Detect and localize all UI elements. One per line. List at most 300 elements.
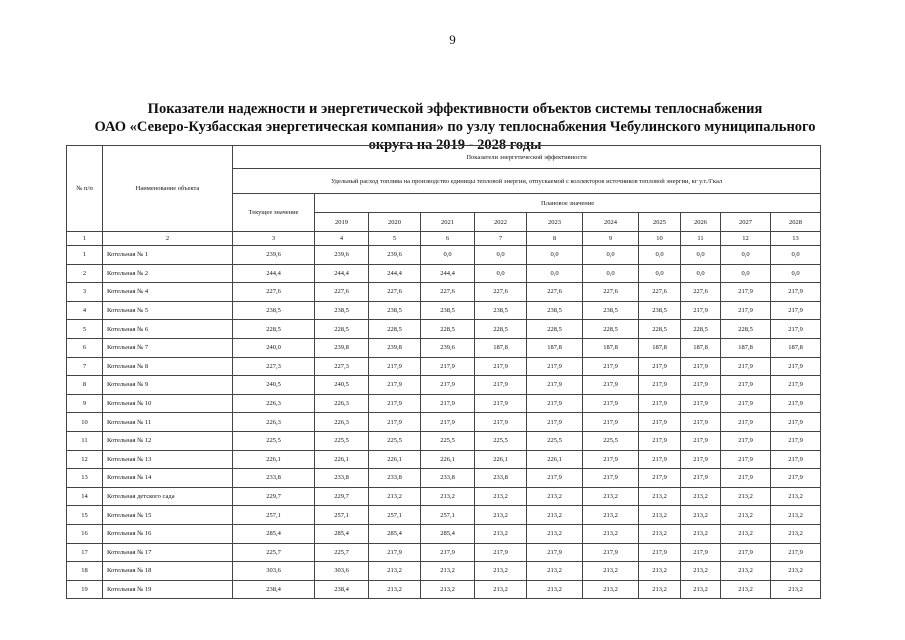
planned-value: 213,2 [639, 562, 681, 581]
planned-value: 213,2 [681, 562, 721, 581]
planned-value: 0,0 [681, 264, 721, 283]
planned-value: 213,2 [475, 487, 527, 506]
planned-value: 213,2 [639, 487, 681, 506]
planned-value: 217,9 [721, 357, 771, 376]
planned-value: 227,6 [527, 283, 583, 302]
planned-value: 285,4 [369, 524, 421, 543]
planned-value: 213,2 [639, 580, 681, 599]
planned-value: 213,2 [681, 506, 721, 525]
planned-value: 217,9 [721, 394, 771, 413]
row-number: 12 [67, 450, 103, 469]
planned-value: 217,9 [527, 394, 583, 413]
planned-value: 228,5 [639, 320, 681, 339]
col-index: 3 [233, 232, 315, 246]
table-row [67, 450, 821, 469]
row-number: 7 [67, 357, 103, 376]
planned-value: 217,9 [771, 469, 821, 488]
planned-value: 257,1 [369, 506, 421, 525]
planned-value: 213,2 [639, 506, 681, 525]
planned-value: 228,5 [527, 320, 583, 339]
planned-value: 213,2 [369, 562, 421, 581]
planned-value: 217,9 [421, 357, 475, 376]
planned-value: 217,9 [771, 301, 821, 320]
planned-value: 217,9 [681, 413, 721, 432]
planned-value: 0,0 [583, 264, 639, 283]
current-value: 285,4 [233, 524, 315, 543]
planned-value: 217,9 [681, 431, 721, 450]
planned-value: 227,3 [315, 357, 369, 376]
planned-value: 0,0 [527, 264, 583, 283]
planned-value: 217,9 [527, 357, 583, 376]
planned-value: 217,9 [527, 543, 583, 562]
planned-value: 213,2 [475, 580, 527, 599]
planned-value: 227,6 [681, 283, 721, 302]
planned-value: 213,2 [583, 524, 639, 543]
planned-value: 213,2 [527, 562, 583, 581]
planned-value: 227,6 [421, 283, 475, 302]
planned-value: 217,9 [639, 413, 681, 432]
planned-value: 227,6 [315, 283, 369, 302]
planned-value: 244,4 [369, 264, 421, 283]
planned-value: 226,1 [527, 450, 583, 469]
year-header: 2022 [475, 213, 527, 232]
row-number: 19 [67, 580, 103, 599]
planned-value: 217,9 [771, 357, 821, 376]
planned-value: 187,8 [721, 338, 771, 357]
planned-value: 213,2 [583, 562, 639, 581]
row-number: 4 [67, 301, 103, 320]
table-row [67, 562, 821, 581]
object-name: Котельная № 14 [103, 469, 233, 488]
planned-value: 213,2 [583, 580, 639, 599]
current-value: 303,6 [233, 562, 315, 581]
object-name: Котельная № 13 [103, 450, 233, 469]
object-name: Котельная № 15 [103, 506, 233, 525]
planned-value: 217,9 [639, 543, 681, 562]
planned-value: 217,9 [721, 283, 771, 302]
planned-value: 228,5 [369, 320, 421, 339]
year-header: 2021 [421, 213, 475, 232]
planned-value: 0,0 [527, 246, 583, 265]
planned-value: 217,9 [639, 357, 681, 376]
planned-value: 213,2 [681, 580, 721, 599]
planned-value: 217,9 [421, 413, 475, 432]
planned-value: 217,9 [421, 376, 475, 395]
table-row [67, 301, 821, 320]
table-row [67, 580, 821, 599]
planned-value: 217,9 [639, 431, 681, 450]
planned-value: 217,9 [771, 376, 821, 395]
table-row [67, 246, 821, 265]
col-index: 4 [315, 232, 369, 246]
planned-value: 239,6 [315, 246, 369, 265]
planned-value: 257,1 [421, 506, 475, 525]
planned-value: 217,9 [681, 394, 721, 413]
planned-value: 217,9 [475, 394, 527, 413]
planned-value: 227,6 [639, 283, 681, 302]
group-header: Показатели энергетической эффективности [233, 146, 821, 169]
planned-value: 228,5 [315, 320, 369, 339]
planned-value: 226,3 [315, 394, 369, 413]
col-index: 11 [681, 232, 721, 246]
current-value: 225,7 [233, 543, 315, 562]
planned-value: 233,8 [369, 469, 421, 488]
planned-value: 213,2 [721, 487, 771, 506]
title-line-1: Показатели надежности и энергетической эффективности объектов системы теплоснабжения [147, 101, 763, 117]
planned-value: 213,2 [771, 506, 821, 525]
planned-value: 228,5 [681, 320, 721, 339]
planned-value: 217,9 [681, 469, 721, 488]
planned-value: 217,9 [369, 357, 421, 376]
planned-value: 0,0 [771, 246, 821, 265]
table-row [67, 264, 821, 283]
current-value: 257,1 [233, 506, 315, 525]
planned-value: 239,8 [315, 338, 369, 357]
planned-value: 228,5 [583, 320, 639, 339]
object-name: Котельная № 7 [103, 338, 233, 357]
planned-value: 225,5 [315, 431, 369, 450]
object-name: Котельная № 11 [103, 413, 233, 432]
table-row [67, 376, 821, 395]
current-value: 238,4 [233, 580, 315, 599]
planned-value: 217,9 [369, 394, 421, 413]
planned-value: 238,5 [527, 301, 583, 320]
planned-value: 217,9 [721, 301, 771, 320]
planned-value: 225,5 [369, 431, 421, 450]
planned-value: 217,9 [639, 394, 681, 413]
current-value: 228,5 [233, 320, 315, 339]
table-row [67, 320, 821, 339]
planned-value: 0,0 [681, 246, 721, 265]
sub-header: Удельный расход топлива на производство единицы тепловой энергии, отпускаемой с коллекторов источников тепловой энергии, кг у.т./Гкал [233, 169, 821, 194]
planned-value: 213,2 [721, 524, 771, 543]
current-value: 238,5 [233, 301, 315, 320]
planned-value: 217,9 [527, 413, 583, 432]
planned-value: 217,9 [475, 413, 527, 432]
planned-value: 217,9 [369, 413, 421, 432]
planned-value: 0,0 [771, 264, 821, 283]
planned-value: 217,9 [721, 469, 771, 488]
planned-value: 217,9 [583, 357, 639, 376]
col-index: 2 [103, 232, 233, 246]
planned-value: 238,5 [583, 301, 639, 320]
object-name: Котельная № 8 [103, 357, 233, 376]
planned-value: 226,1 [421, 450, 475, 469]
planned-value: 233,8 [315, 469, 369, 488]
row-number: 11 [67, 431, 103, 450]
row-number: 10 [67, 413, 103, 432]
planned-value: 238,4 [315, 580, 369, 599]
planned-value: 217,9 [583, 450, 639, 469]
row-number: 8 [67, 376, 103, 395]
planned-value: 238,5 [315, 301, 369, 320]
object-name: Котельная № 18 [103, 562, 233, 581]
planned-value: 217,9 [583, 413, 639, 432]
planned-value: 257,1 [315, 506, 369, 525]
planned-value: 187,8 [681, 338, 721, 357]
planned-value: 229,7 [315, 487, 369, 506]
planned-value: 213,2 [475, 506, 527, 525]
planned-value: 217,9 [369, 543, 421, 562]
current-value: 239,6 [233, 246, 315, 265]
planned-value: 213,2 [721, 506, 771, 525]
planned-value: 213,2 [527, 487, 583, 506]
table-row [67, 413, 821, 432]
table-row [67, 431, 821, 450]
object-name: Котельная № 10 [103, 394, 233, 413]
planned-value: 225,7 [315, 543, 369, 562]
planned-value: 217,9 [771, 283, 821, 302]
planned-value: 217,9 [721, 431, 771, 450]
current-value: 226,3 [233, 413, 315, 432]
col-index: 10 [639, 232, 681, 246]
object-name: Котельная № 16 [103, 524, 233, 543]
planned-value: 213,2 [369, 580, 421, 599]
planned-value: 239,8 [369, 338, 421, 357]
planned-value: 285,4 [421, 524, 475, 543]
planned-value: 217,9 [583, 543, 639, 562]
planned-value: 225,5 [421, 431, 475, 450]
object-name: Котельная № 1 [103, 246, 233, 265]
planned-value: 213,2 [681, 487, 721, 506]
planned-value: 213,2 [527, 580, 583, 599]
object-name: Котельная детского сада [103, 487, 233, 506]
planned-value: 225,5 [475, 431, 527, 450]
planned-value: 213,2 [421, 580, 475, 599]
planned-value: 213,2 [771, 524, 821, 543]
object-name: Котельная № 2 [103, 264, 233, 283]
object-name: Котельная № 12 [103, 431, 233, 450]
planned-value: 0,0 [475, 264, 527, 283]
planned-value: 213,2 [475, 524, 527, 543]
planned-value: 217,9 [681, 357, 721, 376]
planned-value: 213,2 [583, 487, 639, 506]
current-value: 226,1 [233, 450, 315, 469]
planned-value: 213,2 [369, 487, 421, 506]
table-row [67, 469, 821, 488]
table-row [67, 524, 821, 543]
planned-value: 285,4 [315, 524, 369, 543]
planned-value: 233,8 [475, 469, 527, 488]
planned-value: 217,9 [771, 394, 821, 413]
title-line-3: округа на 2019 - 2028 годы [368, 137, 542, 153]
planned-value: 213,2 [771, 580, 821, 599]
planned-value: 239,6 [369, 246, 421, 265]
row-number: 2 [67, 264, 103, 283]
planned-value: 239,6 [421, 338, 475, 357]
col-header-planned: Плановое значение [315, 194, 821, 213]
planned-value: 213,2 [583, 506, 639, 525]
planned-value: 228,5 [421, 320, 475, 339]
col-header-num: № п/п [67, 146, 103, 232]
planned-value: 226,1 [475, 450, 527, 469]
planned-value: 228,5 [475, 320, 527, 339]
planned-value: 187,8 [475, 338, 527, 357]
year-header: 2028 [771, 213, 821, 232]
planned-value: 213,2 [771, 562, 821, 581]
table-row [67, 543, 821, 562]
planned-value: 213,2 [721, 562, 771, 581]
table-row [67, 394, 821, 413]
planned-value: 213,2 [527, 524, 583, 543]
planned-value: 187,8 [583, 338, 639, 357]
planned-value: 217,9 [639, 450, 681, 469]
object-name: Котельная № 4 [103, 283, 233, 302]
planned-value: 217,9 [583, 394, 639, 413]
planned-value: 227,6 [369, 283, 421, 302]
planned-value: 187,8 [527, 338, 583, 357]
planned-value: 187,8 [639, 338, 681, 357]
year-header: 2019 [315, 213, 369, 232]
row-number: 14 [67, 487, 103, 506]
planned-value: 238,5 [639, 301, 681, 320]
row-number: 18 [67, 562, 103, 581]
planned-value: 244,4 [421, 264, 475, 283]
table-row [67, 506, 821, 525]
planned-value: 0,0 [639, 264, 681, 283]
col-index: 5 [369, 232, 421, 246]
indicators-table [66, 145, 821, 599]
year-header: 2020 [369, 213, 421, 232]
planned-value: 217,9 [721, 543, 771, 562]
planned-value: 217,9 [681, 376, 721, 395]
current-value: 244,4 [233, 264, 315, 283]
year-header: 2024 [583, 213, 639, 232]
page-number: 9 [449, 32, 456, 47]
planned-value: 225,5 [583, 431, 639, 450]
object-name: Котельная № 5 [103, 301, 233, 320]
planned-value: 217,9 [475, 357, 527, 376]
planned-value: 217,9 [681, 301, 721, 320]
planned-value: 213,2 [421, 487, 475, 506]
planned-value: 217,9 [475, 376, 527, 395]
table-row [67, 357, 821, 376]
row-number: 5 [67, 320, 103, 339]
year-header: 2027 [721, 213, 771, 232]
planned-value: 227,6 [475, 283, 527, 302]
current-value: 227,6 [233, 283, 315, 302]
planned-value: 217,9 [475, 543, 527, 562]
planned-value: 217,9 [369, 376, 421, 395]
planned-value: 217,9 [771, 413, 821, 432]
planned-value: 213,2 [771, 487, 821, 506]
row-number: 17 [67, 543, 103, 562]
row-number: 6 [67, 338, 103, 357]
planned-value: 0,0 [721, 246, 771, 265]
object-name: Котельная № 17 [103, 543, 233, 562]
planned-value: 0,0 [583, 246, 639, 265]
planned-value: 213,2 [639, 524, 681, 543]
table-row [67, 487, 821, 506]
planned-value: 217,9 [421, 543, 475, 562]
col-header-name: Наименование объекта [103, 146, 233, 232]
planned-value: 225,5 [527, 431, 583, 450]
planned-value: 217,9 [421, 394, 475, 413]
col-header-current: Текущее значение [233, 194, 315, 232]
object-name: Котельная № 9 [103, 376, 233, 395]
planned-value: 238,5 [369, 301, 421, 320]
object-name: Котельная № 6 [103, 320, 233, 339]
object-name: Котельная № 19 [103, 580, 233, 599]
planned-value: 217,9 [639, 376, 681, 395]
planned-value: 217,9 [583, 376, 639, 395]
current-value: 233,8 [233, 469, 315, 488]
current-value: 225,5 [233, 431, 315, 450]
planned-value: 226,3 [315, 413, 369, 432]
planned-value: 217,9 [771, 543, 821, 562]
col-index: 9 [583, 232, 639, 246]
planned-value: 217,9 [681, 543, 721, 562]
planned-value: 217,9 [771, 450, 821, 469]
table-row [67, 283, 821, 302]
planned-value: 233,8 [421, 469, 475, 488]
year-header: 2025 [639, 213, 681, 232]
planned-value: 217,9 [639, 469, 681, 488]
planned-value: 226,1 [315, 450, 369, 469]
planned-value: 217,9 [771, 431, 821, 450]
planned-value: 217,9 [721, 450, 771, 469]
planned-value: 228,5 [721, 320, 771, 339]
planned-value: 0,0 [639, 246, 681, 265]
planned-value: 213,2 [475, 562, 527, 581]
planned-value: 217,9 [527, 376, 583, 395]
planned-value: 226,1 [369, 450, 421, 469]
planned-value: 0,0 [421, 246, 475, 265]
col-index: 12 [721, 232, 771, 246]
current-value: 240,5 [233, 376, 315, 395]
planned-value: 217,9 [681, 450, 721, 469]
row-number: 3 [67, 283, 103, 302]
current-value: 229,7 [233, 487, 315, 506]
col-index: 13 [771, 232, 821, 246]
planned-value: 238,5 [475, 301, 527, 320]
row-number: 1 [67, 246, 103, 265]
planned-value: 217,9 [527, 469, 583, 488]
planned-value: 227,6 [583, 283, 639, 302]
current-value: 240,0 [233, 338, 315, 357]
planned-value: 213,2 [721, 580, 771, 599]
planned-value: 244,4 [315, 264, 369, 283]
table-row [67, 338, 821, 357]
planned-value: 217,9 [771, 320, 821, 339]
year-header: 2026 [681, 213, 721, 232]
planned-value: 187,8 [771, 338, 821, 357]
planned-value: 238,5 [421, 301, 475, 320]
year-header: 2023 [527, 213, 583, 232]
planned-value: 217,9 [721, 413, 771, 432]
row-number: 15 [67, 506, 103, 525]
planned-value: 240,5 [315, 376, 369, 395]
row-number: 13 [67, 469, 103, 488]
row-number: 9 [67, 394, 103, 413]
planned-value: 217,9 [583, 469, 639, 488]
planned-value: 0,0 [721, 264, 771, 283]
col-index: 1 [67, 232, 103, 246]
planned-value: 213,2 [421, 562, 475, 581]
col-index: 8 [527, 232, 583, 246]
current-value: 227,3 [233, 357, 315, 376]
planned-value: 217,9 [721, 376, 771, 395]
col-index: 7 [475, 232, 527, 246]
current-value: 226,3 [233, 394, 315, 413]
col-index: 6 [421, 232, 475, 246]
planned-value: 0,0 [475, 246, 527, 265]
planned-value: 213,2 [681, 524, 721, 543]
planned-value: 303,6 [315, 562, 369, 581]
row-number: 16 [67, 524, 103, 543]
planned-value: 213,2 [527, 506, 583, 525]
title-line-2: ОАО «Северо-Кузбасская энергетическая компания» по узлу теплоснабжения Чебулинского муниципального [94, 119, 816, 135]
